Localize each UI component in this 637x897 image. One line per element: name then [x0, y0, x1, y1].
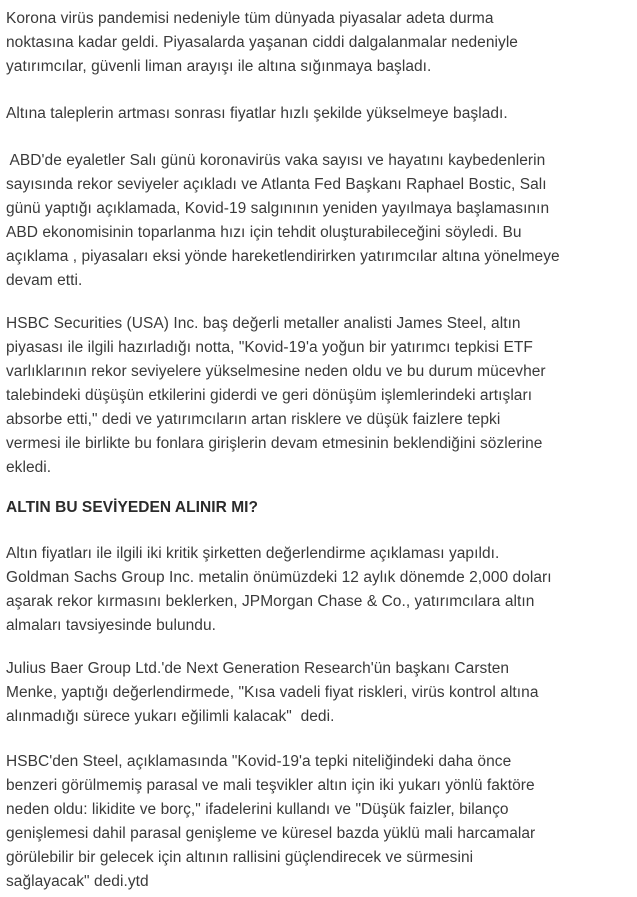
- text-line: HSBC'den Steel, açıklamasında "Kovid-19'a tepki niteliğindeki daha önce: [6, 753, 512, 770]
- text-line: yatırımcılar, güvenli liman arayışı ile altına sığınmaya başladı.: [6, 58, 432, 75]
- text-line: Altına taleplerin artması sonrası fiyatlar hızlı şekilde yükselmeye başladı.: [6, 105, 508, 122]
- paragraph-pandemic-intro: [6, 7, 630, 79]
- paragraph-hsbc-steel-statement: [6, 750, 630, 894]
- text-line: görülebilir bir gelecek için altının rallisini güçlendirecek ve sürmesini: [6, 849, 474, 866]
- text-line: sağlayacak" dedi.ytd: [6, 873, 149, 890]
- text-line: günü yaptığı açıklamada, Kovid-19 salgınının yeniden yayılmaya başlamasının: [6, 200, 550, 217]
- text-line: sayısında rekor seviyeler açıkladı ve Atlanta Fed Başkanı Raphael Bostic, Salı: [6, 176, 547, 193]
- text-line: HSBC Securities (USA) Inc. baş değerli metaller analisti James Steel, altın: [6, 315, 521, 332]
- text-line: Julius Baer Group Ltd.'de Next Generation Research'ün başkanı Carsten: [6, 660, 510, 677]
- text-line: ABD'de eyaletler Salı günü koronavirüs vaka sayısı ve hayatını kaybedenlerin: [6, 152, 546, 169]
- text-line: varlıklarının rekor seviyelere yükselmesine neden oldu ve bu durum mücevher: [6, 363, 546, 380]
- text-line: noktasına kadar geldi. Piyasalarda yaşanan ciddi dalgalanmalar nedeniyle: [6, 34, 518, 51]
- text-line: ekledi.: [6, 459, 52, 476]
- text-line: ABD ekonomisinin toparlanma hızı için tehdit oluşturabileceğini söyledi. Bu: [6, 224, 522, 241]
- text-line: devam etti.: [6, 272, 83, 289]
- paragraph-goldman-jpmorgan: [6, 542, 630, 638]
- text-line: genişlemesi dahil parasal genişleme ve küresel bazda yüklü mali harcamalar: [6, 825, 536, 842]
- paragraph-price-rise: [6, 102, 630, 126]
- text-line: vermesi ile birlikte bu fonlara girişlerin devam etmesinin beklendiğini sözlerine: [6, 435, 543, 452]
- text-line: almaları tavsiyesinde bulundu.: [6, 617, 217, 634]
- text-line: Korona virüs pandemisi nedeniyle tüm dünyada piyasalar adeta durma: [6, 10, 494, 27]
- text-line: absorbe etti," dedi ve yatırımcıların artan risklere ve düşük faizlere tepki: [6, 411, 501, 428]
- text-line: açıklama , piyasaları eksi yönde hareketlendirirken yatırımcılar altına yönelmeye: [6, 248, 560, 265]
- text-line: benzeri görülmemiş parasal ve mali teşvikler altın için iki yukarı yönlü faktöre: [6, 777, 535, 794]
- paragraph-julius-baer: [6, 657, 630, 729]
- section-heading: ALTIN BU SEVİYEDEN ALINIR MI?: [6, 499, 259, 516]
- text-line: piyasası ile ilgili hazırladığı notta, "Kovid-19'a yoğun bir yatırımcı tepkisi ETF: [6, 339, 533, 356]
- text-line: neden oldu: likidite ve borç," ifadelerini kullandı ve "Düşük faizler, bilanço: [6, 801, 509, 818]
- text-line: Goldman Sachs Group Inc. metalin önümüzdeki 12 aylık dönemde 2,000 doları: [6, 569, 552, 586]
- paragraph-hsbc-steel-note: [6, 312, 630, 480]
- text-line: alınmadığı sürece yukarı eğilimli kalacak" dedi.: [6, 708, 335, 725]
- text-line: aşarak rekor kırmasını beklerken, JPMorgan Chase & Co., yatırımcılara altın: [6, 593, 535, 610]
- text-line: talebindeki düşüşün etkilerini giderdi ve geri dönüşüm işlemlerindeki artışları: [6, 387, 533, 404]
- text-line: Altın fiyatları ile ilgili iki kritik şirketten değerlendirme açıklaması yapıldı.: [6, 545, 500, 562]
- paragraph-us-states-fed: [6, 149, 630, 293]
- text-line: Menke, yaptığı değerlendirmede, "Kısa vadeli fiyat riskleri, virüs kontrol altına: [6, 684, 539, 701]
